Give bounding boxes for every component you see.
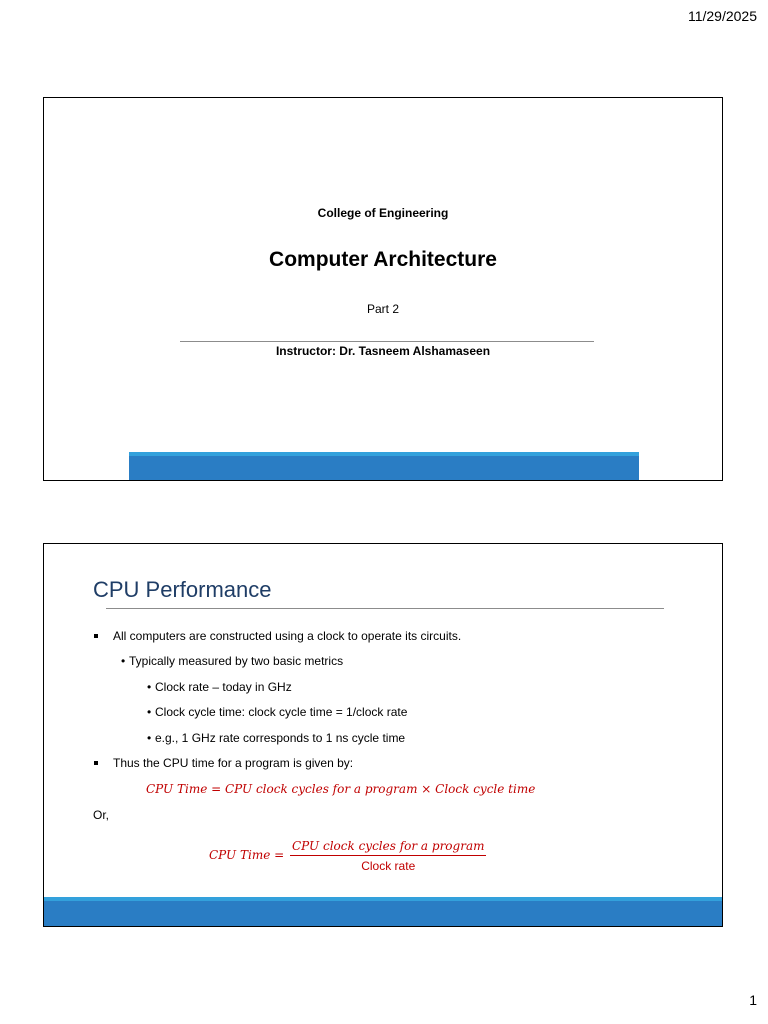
- instructor-name: Instructor: Dr. Tasneem Alshamaseen: [275, 344, 491, 358]
- sub-bullet-item: • Typically measured by two basic metrics: [129, 654, 343, 668]
- page-date: 11/29/2025: [687, 8, 757, 24]
- college-name: College of Engineering: [317, 206, 449, 220]
- course-title: Computer Architecture: [269, 248, 497, 271]
- cpu-time-formula: CPU Time = CPU clock cycles for a program × Clock cycle time: [146, 782, 536, 796]
- sub-sub-bullet-item: • Clock rate – today in GHz: [155, 680, 292, 694]
- footer-band: [129, 456, 639, 481]
- fraction-numerator: CPU clock cycles for a program: [290, 839, 486, 856]
- slide-title: CPU Performance: [93, 577, 272, 602]
- sub-sub-bullet-item: • e.g., 1 GHz rate corresponds to 1 ns cycle time: [155, 731, 405, 745]
- or-text: Or,: [93, 808, 110, 822]
- page-number: 1: [749, 992, 757, 1008]
- footer-band: [44, 901, 722, 927]
- bullet-item: All computers are constructed using a clock to operate its circuits.: [113, 629, 462, 643]
- cpu-time-fraction: [290, 839, 486, 873]
- cpu-performance-slide: [43, 543, 723, 927]
- bullet-item: Thus the CPU time for a program is given by:: [113, 756, 354, 770]
- title-divider: [106, 608, 664, 609]
- formula-lhs: CPU Time =: [209, 848, 285, 862]
- part-label: Part 2: [366, 302, 399, 316]
- sub-sub-bullet-item: • Clock cycle time: clock cycle time = 1/clock rate: [155, 705, 407, 719]
- fraction-denominator: Clock rate: [361, 859, 416, 873]
- title-divider: [180, 341, 594, 342]
- title-slide: [43, 97, 723, 481]
